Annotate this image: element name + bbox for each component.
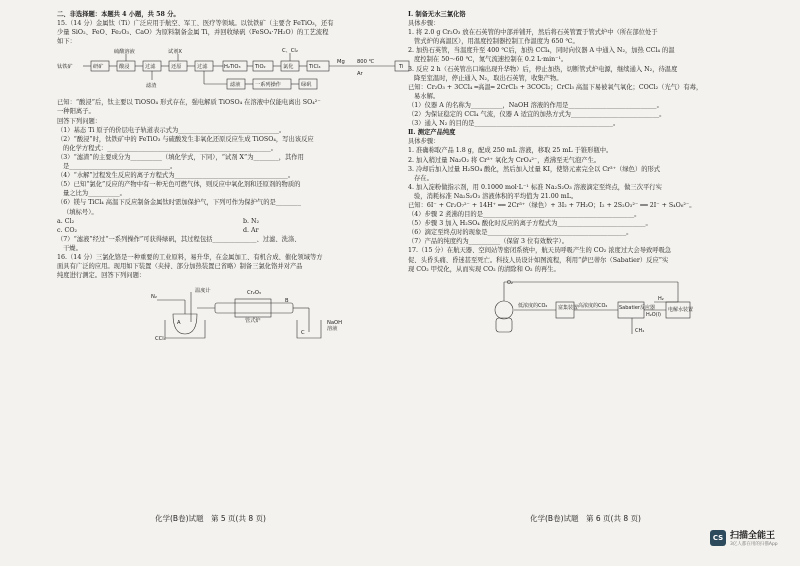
flow-vitriol-label: 绿矾	[301, 82, 312, 89]
right-page	[408, 10, 780, 340]
text-line: 已知：6I⁻ + Cr₂O₇²⁻ + 14H⁺ ══ 2Cr³⁺（绿色）+ 3I₂ + 7H₂O；I₂ + 2S₂O₃²⁻ ══ 2I⁻ + S₄O₆²⁻。	[408, 201, 696, 209]
text-line: 已知：“酸浸”后，钛主要以 TiOSO₄ 形式存在，强电解质 TiOSO₄ 在溶液中仅能电离出 SO₄²⁻	[57, 99, 321, 107]
text-line: 的化学方程式：____________________________________________________。	[63, 144, 278, 152]
text-line: （5）步骤 3 加入 H₂SO₄ 酸化时反应的离子方程式为____________________________。	[408, 220, 652, 228]
text-line: （4）步骤 2 煮沸的目的是________________________________________________。	[408, 211, 641, 219]
right-footer: 化学(B卷)试题 第 6 页(共 8 页)	[530, 514, 641, 523]
text-line: 4. 加入淀粉做指示剂，用 0.1000 mol·L⁻¹ 标准 Na₂S₂O₃ 溶液滴定至终点，做三次平行实	[408, 183, 662, 191]
text-line: 回答下列问题：	[57, 117, 102, 125]
flow-reagent-label: 试剂X	[168, 49, 182, 56]
scanner-watermark	[710, 528, 778, 547]
watermark-sub: 3亿人都在用的扫描App	[730, 542, 778, 547]
apparatus-naoh-label: NaOH	[327, 320, 343, 327]
apparatus-b-label: B	[285, 298, 289, 305]
flow-h2o-label: H₂O(l)	[646, 311, 661, 318]
text-line: 2. 加热石英管，当温度升至 400 ℃后，加热 CCl₄，同时向仪器 A 中通入 N₂，加热 CCl₄ 的温	[408, 47, 675, 55]
text-line: 易水解。	[414, 92, 440, 100]
text-line: （5）已知“氯化”反应的产物中有一种无色可燃气体，则反应中氧化剂和还原剂的物质的	[57, 181, 301, 189]
text-line: （6）镁与 TiCl₄ 高温下反应制备金属钛时需加保护气，下列可作为保护气的是________	[57, 199, 301, 207]
apparatus-soln-label: 溶液	[327, 326, 338, 333]
watermark-name: 扫描全能王	[730, 531, 776, 541]
option-c: c. CO₂	[57, 226, 78, 234]
flow-acid-label: 硫酸溶液	[114, 49, 135, 56]
flow-reduce-label: 还原	[171, 64, 182, 71]
apparatus-c-label: C	[301, 330, 305, 337]
option-a: a. Cl₂	[57, 217, 75, 225]
text-line: （2）为保证稳定的 CCl₄ 气流，仪器 A 适宜的加热方式为____________________________。	[408, 111, 666, 119]
flow-filter1-label: 过滤	[145, 64, 156, 71]
text-line: 一种阳离子。	[57, 108, 95, 116]
flow-c-cl2-label: C、Cl₂	[282, 48, 298, 55]
text-line: 如下：	[57, 38, 76, 46]
flow-highco2-label: 高浓度的CO₂	[578, 302, 608, 309]
text-line: 少量 SiO₂、FeO、Fe₂O₃、CaO）为原料制备金属 Ti，并回收绿矾（FeSO₄·7H₂O）的工艺流程	[57, 29, 329, 37]
sabatier-flow-diagram	[408, 276, 780, 338]
flow-cond-label: 800 ℃	[357, 59, 375, 66]
text-line: （7）产品的纯度约为__________（保留 3 位有效数字）。	[408, 238, 568, 246]
left-questions-block	[57, 98, 429, 216]
apparatus-thermo-label: 温度计	[195, 288, 211, 295]
text-line: 管式炉的高温区），用温度控制器控制工作温度为 650 ℃。	[414, 38, 579, 46]
text-line: （填标号）。	[63, 208, 98, 216]
text-line: 1. 将 2.0 g Cr₂O₃ 放在石英管的中部并铺开，然后将石英管置于管式炉中（所在部位处于	[408, 29, 658, 37]
text-line: Ⅱ. 测定产品纯度	[408, 129, 456, 137]
text-line: 17.（15 分）在航天器、空间站等密闭系统中，航天员呼吸产生的 CO₂ 浓度过大会导致呼吸急	[408, 247, 672, 255]
text-line: 2. 加入稍过量 Na₂O₂ 将 Cr³⁺ 氧化为 CrO₄²⁻，煮沸至无气泡产生。	[408, 156, 601, 164]
flow-ticl4-label: TiCl₄	[309, 64, 321, 71]
text-line: 16.（14 分）三氯化铬是一种重要的工业原料，易升华，在金属加工、有机合成、催化领域等方	[57, 253, 323, 261]
apparatus-a-label: A	[177, 320, 181, 327]
text-line: 具体步骤：	[408, 20, 440, 28]
text-line: 量之比为__________。	[63, 190, 126, 198]
flow-ops-label: 一系列操作	[255, 82, 281, 89]
text-line: 存在。	[414, 174, 433, 182]
text-line: 是________________________________。	[63, 163, 177, 171]
text-line: 度控制在 50～60 ℃，氮气流速控制在 0.2 L·min⁻¹。	[414, 56, 568, 64]
right-text-block	[408, 10, 780, 274]
text-line: （7）“滤液”经过“一系列操作”可获得绿矾，其过程包括______________、过滤、洗涤、	[57, 235, 301, 243]
text-line: 二、非选择题：本题共 4 小题，共 58 分。	[57, 11, 180, 18]
left-footer: 化学(B卷)试题 第 5 页(共 8 页)	[155, 514, 266, 523]
text-line: 促、头昏头痛、昏迷甚至死亡。科技人员设计如图流程，利用“萨巴蒂尔（Sabatier）反应”实	[408, 256, 669, 264]
text-line: 干燥。	[63, 244, 82, 252]
flow-ch4-label: CH₄	[635, 327, 645, 334]
flow-start-label: 钛铁矿	[57, 64, 73, 71]
flow-residue-label: 滤渣	[146, 83, 157, 90]
flow-o2-label: O₂	[507, 279, 513, 286]
titanium-flow-diagram	[57, 48, 429, 96]
text-line: 已知：Cr₂O₃ + 3CCl₄ ═高温═ 2CrCl₃ + 3COCl₂；CrCl₃ 高温下易被氧气氧化；COCl₂（光气）有毒，	[408, 83, 703, 91]
text-line: （3）通入 N₂ 的目的是____________________________________________。	[408, 120, 620, 128]
option-d: d. Ar	[243, 226, 259, 234]
apparatus-cr2o3-label: Cr₂O₃	[247, 290, 261, 297]
text-line: 具体步骤：	[408, 138, 440, 146]
option-row-1	[57, 217, 429, 226]
text-line: （4）“水解”过程发生反应的离子方程式为____________________________________。	[57, 172, 295, 180]
text-line: 3. 冷却后加入过量 H₂SO₄ 酸化，然后加入过量 KI，使铬元素完全以 Cr³⁺（绿色）的形式	[408, 165, 661, 173]
flow-h2-label: H₂	[658, 295, 664, 302]
text-line: 1. 准确称取产品 1.8 g，配成 250 mL 溶液，移取 25 mL 于锥形瓶中。	[408, 147, 613, 155]
apparatus-ccl4-label: CCl₄	[155, 336, 166, 343]
text-line: 3. 反应 2 h（石英管出口端出现升华物）后，停止加热，切断管式炉电源，继续通入 N₂，待温度	[408, 65, 678, 73]
apparatus-n2-label: N₂	[151, 294, 157, 301]
text-line: 面具有广泛的应用。现用如下装置（夹持、部分加热装置已省略）制备三氯化铬并对产品	[57, 263, 303, 271]
left-page	[57, 10, 429, 344]
flow-lowco2-label: 低浓度的CO₂	[518, 302, 548, 309]
left-text-block	[57, 10, 429, 46]
left-questions-block-2	[57, 235, 429, 280]
text-line: 验，消耗标准 Na₂S₂O₃ 溶液体积的平均值为 21.00 mL。	[414, 192, 578, 200]
text-line: （2）“酸浸”时，钛铁矿中的 FeTiO₃ 与硫酸发生非氧化还原反应生成 TiOSO₄，写出该反应	[57, 135, 314, 143]
text-line: （1）基态 Ti 原子的价层电子轨道表示式为________________________________。	[57, 126, 286, 134]
flow-tio2-label: TiO₂	[255, 64, 266, 71]
camscanner-logo-icon: CS	[710, 530, 726, 546]
flow-grind-label: 研矿	[93, 64, 104, 71]
flow-mg-label: Mg	[337, 59, 345, 66]
flow-filtrate-label: 滤液	[230, 82, 241, 89]
text-line: （6）滴定至终点时的现象是____________________________________________。	[408, 229, 633, 237]
flow-filter2-label: 过滤	[197, 64, 208, 71]
flow-enrich-label: 富集装置	[558, 304, 579, 311]
flow-ar-label: Ar	[357, 71, 363, 78]
option-row-2	[57, 226, 429, 235]
option-b: b. N₂	[243, 217, 260, 225]
text-line: Ⅰ. 制备无水三氯化铬	[408, 11, 466, 18]
text-line: 纯度进行测定。回答下列问题：	[57, 272, 146, 280]
flow-leach-label: 酸浸	[119, 64, 130, 71]
text-line: 降至室温时，停止通入 N₂，取出石英管，收集产物。	[414, 74, 563, 82]
text-line: 15.（14 分）金属钛（Ti）广泛应用于航空、军工、医疗等领域。以钛铁矿（主要含 FeTiO₃，还有	[57, 20, 334, 28]
text-line: （1）仪器 A 的名称为__________，NaOH 溶液的作用是____________________________。	[408, 101, 663, 109]
apparatus-tube-label: 管式炉	[245, 318, 261, 325]
flow-sabatier-label: Sabatier反应器	[619, 304, 655, 311]
text-line: （3）“滤渣”的主要成分为__________（填化学式，下同），“试剂 X”为________，其作用	[57, 153, 304, 161]
chromium-apparatus-diagram	[57, 282, 429, 342]
flow-ti-label: Ti	[399, 64, 404, 71]
text-line: 现 CO₂ 甲烷化，从而实现 CO₂ 的清除和 O₂ 的再生。	[408, 265, 560, 273]
flow-chlor-label: 氯化	[283, 64, 294, 71]
flow-h2tio3-label: H₂TiO₃	[224, 64, 241, 71]
flow-elec-label: 电解水装置	[668, 306, 694, 313]
